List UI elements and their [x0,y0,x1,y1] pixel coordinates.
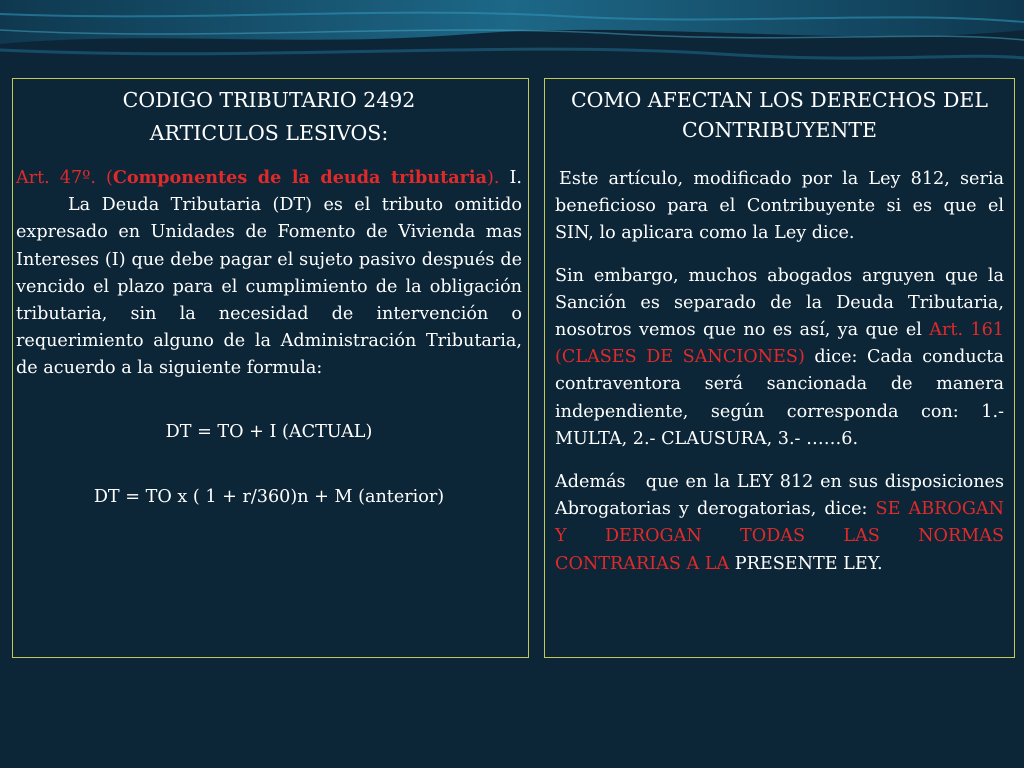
left-title-line2: ARTICULOS LESIVOS: [149,121,389,145]
paragraph-2-text: Sin embargo, muchos abogados arguyen que la Sanción es separado de la Deuda Tributaria, nosotros vemos que no es así, ya que el [555,265,1004,341]
article-47-paragraph [16,164,522,383]
paragraph-3-text: Además que en la LEY 812 en sus disposiciones Abrogatorias y derogatorias, dice: [555,472,1010,520]
article-ref: Art. 47º. ( [16,168,113,188]
article-body: La Deuda Tributaria (DT) es el tributo omitido expresado en Unidades de Fomento de Vivienda mas Intereses (I) que debe pagar el sujeto pasivo después de vencido el plazo para el cumplimiento de la obligación tributaria, sin la necesidad de intervención o requerimiento alguno de la Administración Tributaria, de acuerdo a la siguiente formula: [16,195,522,379]
formula-actual: DT = TO + I (ACTUAL) [165,421,373,442]
article-lead: I. [509,168,523,188]
left-panel-codigo-tributario [12,78,529,658]
article-close: ). [487,168,500,188]
paragraph-2 [555,263,1004,453]
formula-anterior: DT = TO x ( 1 + r/360)n + M (anterior) [93,486,445,507]
article-161-highlight: Art. 161 (CLASES DE SANCIONES) [555,320,1005,368]
header-wave-decoration [0,0,1024,80]
paragraph-2-text-after: dice: Cada conducta contraventora será sancionada de manera independiente, según corresponda con: 1.- MULTA, 2.- CLAUSURA, 3.- ……6. [555,347,1004,449]
paragraph-3 [555,469,1010,578]
left-title-line1: CODIGO TRIBUTARIO 2492 [122,88,416,112]
paragraph-3-text-after: PRESENTE LEY. [729,553,883,574]
right-title: COMO AFECTAN LOS DERECHOS DEL CONTRIBUYENTE [570,88,989,142]
right-panel-derechos-contribuyente [544,78,1015,658]
article-name: Componentes de la deuda tributaria [112,167,487,188]
abrogan-highlight: SE ABROGAN Y DEROGAN TODAS LAS NORMAS CONTRARIAS A LA [555,499,1010,574]
paragraph-1: Este artículo, modificado por la Ley 812, seria beneficioso para el Contribuyente si es que el SIN, lo aplicara como la Ley dice. [555,169,1004,244]
